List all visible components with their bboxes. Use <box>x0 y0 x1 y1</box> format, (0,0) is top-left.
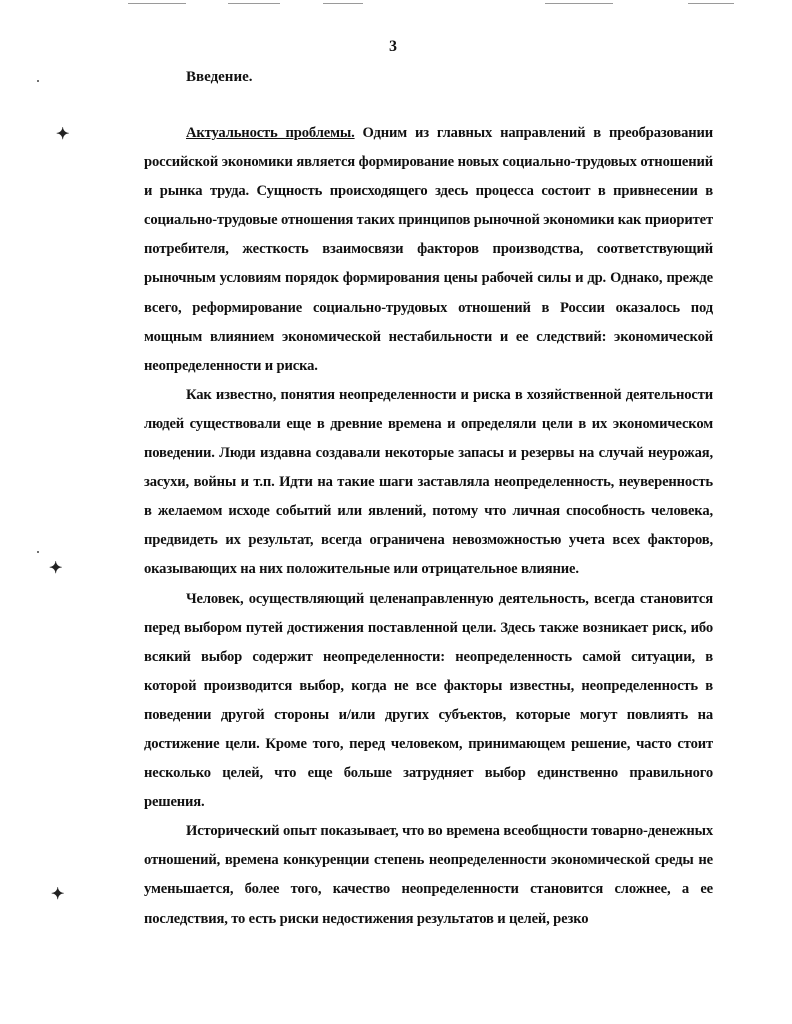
scan-artifact-rule <box>128 3 186 4</box>
scan-artifact-rule <box>545 3 613 4</box>
section-heading: Введение. <box>186 69 253 85</box>
margin-mark-icon: ✦ <box>56 126 70 143</box>
paragraph-text: Как известно, понятия неопределенности и риска в хозяйственной деятельности людей существовали еще в древние времена и определяли цели в их экономическом поведении. Люди издавна создавали некоторые запасы и резервы на случай неурожая, засухи, войны и т.п. Идти на такие шаги заставляла неопределенность, неуверенность в желаемом исходе событий или явлений, потому что личная способность человека, предвидеть их результат, всегда ограничена невозможностью учета всех факторов, оказывающих на них положительные или отрицательное влияние. <box>144 386 713 578</box>
paragraph-relevance <box>144 119 713 381</box>
paragraph-text: Исторический опыт показывает, что во времена всеобщности товарно-денежных отношений, времена конкуренции степень неопределенности экономической среды не уменьшается, более того, качество неопределенности становится сложнее, а ее последствия, то есть риски недостижения результатов и целей, резко <box>144 823 713 927</box>
relevance-lead: Актуальность проблемы. <box>186 125 355 141</box>
margin-mark-icon: ✦ <box>51 886 65 903</box>
scan-speck <box>37 551 39 553</box>
paragraph-choice-under-uncertainty <box>144 585 713 818</box>
margin-mark-icon: ✦ <box>49 560 63 577</box>
paragraph-history-of-risk <box>144 381 713 585</box>
document-body <box>144 119 713 934</box>
paragraph-historical-experience <box>144 817 713 933</box>
scan-artifact-rule <box>688 3 734 4</box>
scan-artifact-rule <box>323 3 363 4</box>
page-number: 3 <box>389 38 397 55</box>
scan-artifact-rule <box>228 3 280 4</box>
scan-speck <box>37 80 39 82</box>
paragraph-text: Человек, осуществляющий целенаправленную деятельность, всегда становится перед выбором путей достижения поставленной цели. Здесь также возникает риск, ибо всякий выбор содержит неопределенности: неопределенность самой ситуации, в которой производится выбор, когда не все факторы известны, неопределенность в поведении другой стороны и/или других субъектов, которые могут повлиять на достижение цели. Кроме того, перед человеком, принимающем решение, часто стоит несколько целей, что еще больше затрудняет выбор единственно правильного решения. <box>144 590 713 811</box>
paragraph-text: Одним из главных направлений в преобразовании российской экономики является формирование новых социально-трудовых отношений и рынка труда. Сущность происходящего здесь процесса состоит в привнесении в социально-трудовые отношения таких принципов рыночной экономики как приоритет потребителя, жесткость взаимосвязи факторов производства, соответствующий рыночным условиям порядок формирования цены рабочей силы и др. Однако, прежде всего, реформирование социально-трудовых отношений в России оказалось под мощным влиянием экономической нестабильности и ее следствий: экономической неопределенности и риска. <box>144 125 713 374</box>
